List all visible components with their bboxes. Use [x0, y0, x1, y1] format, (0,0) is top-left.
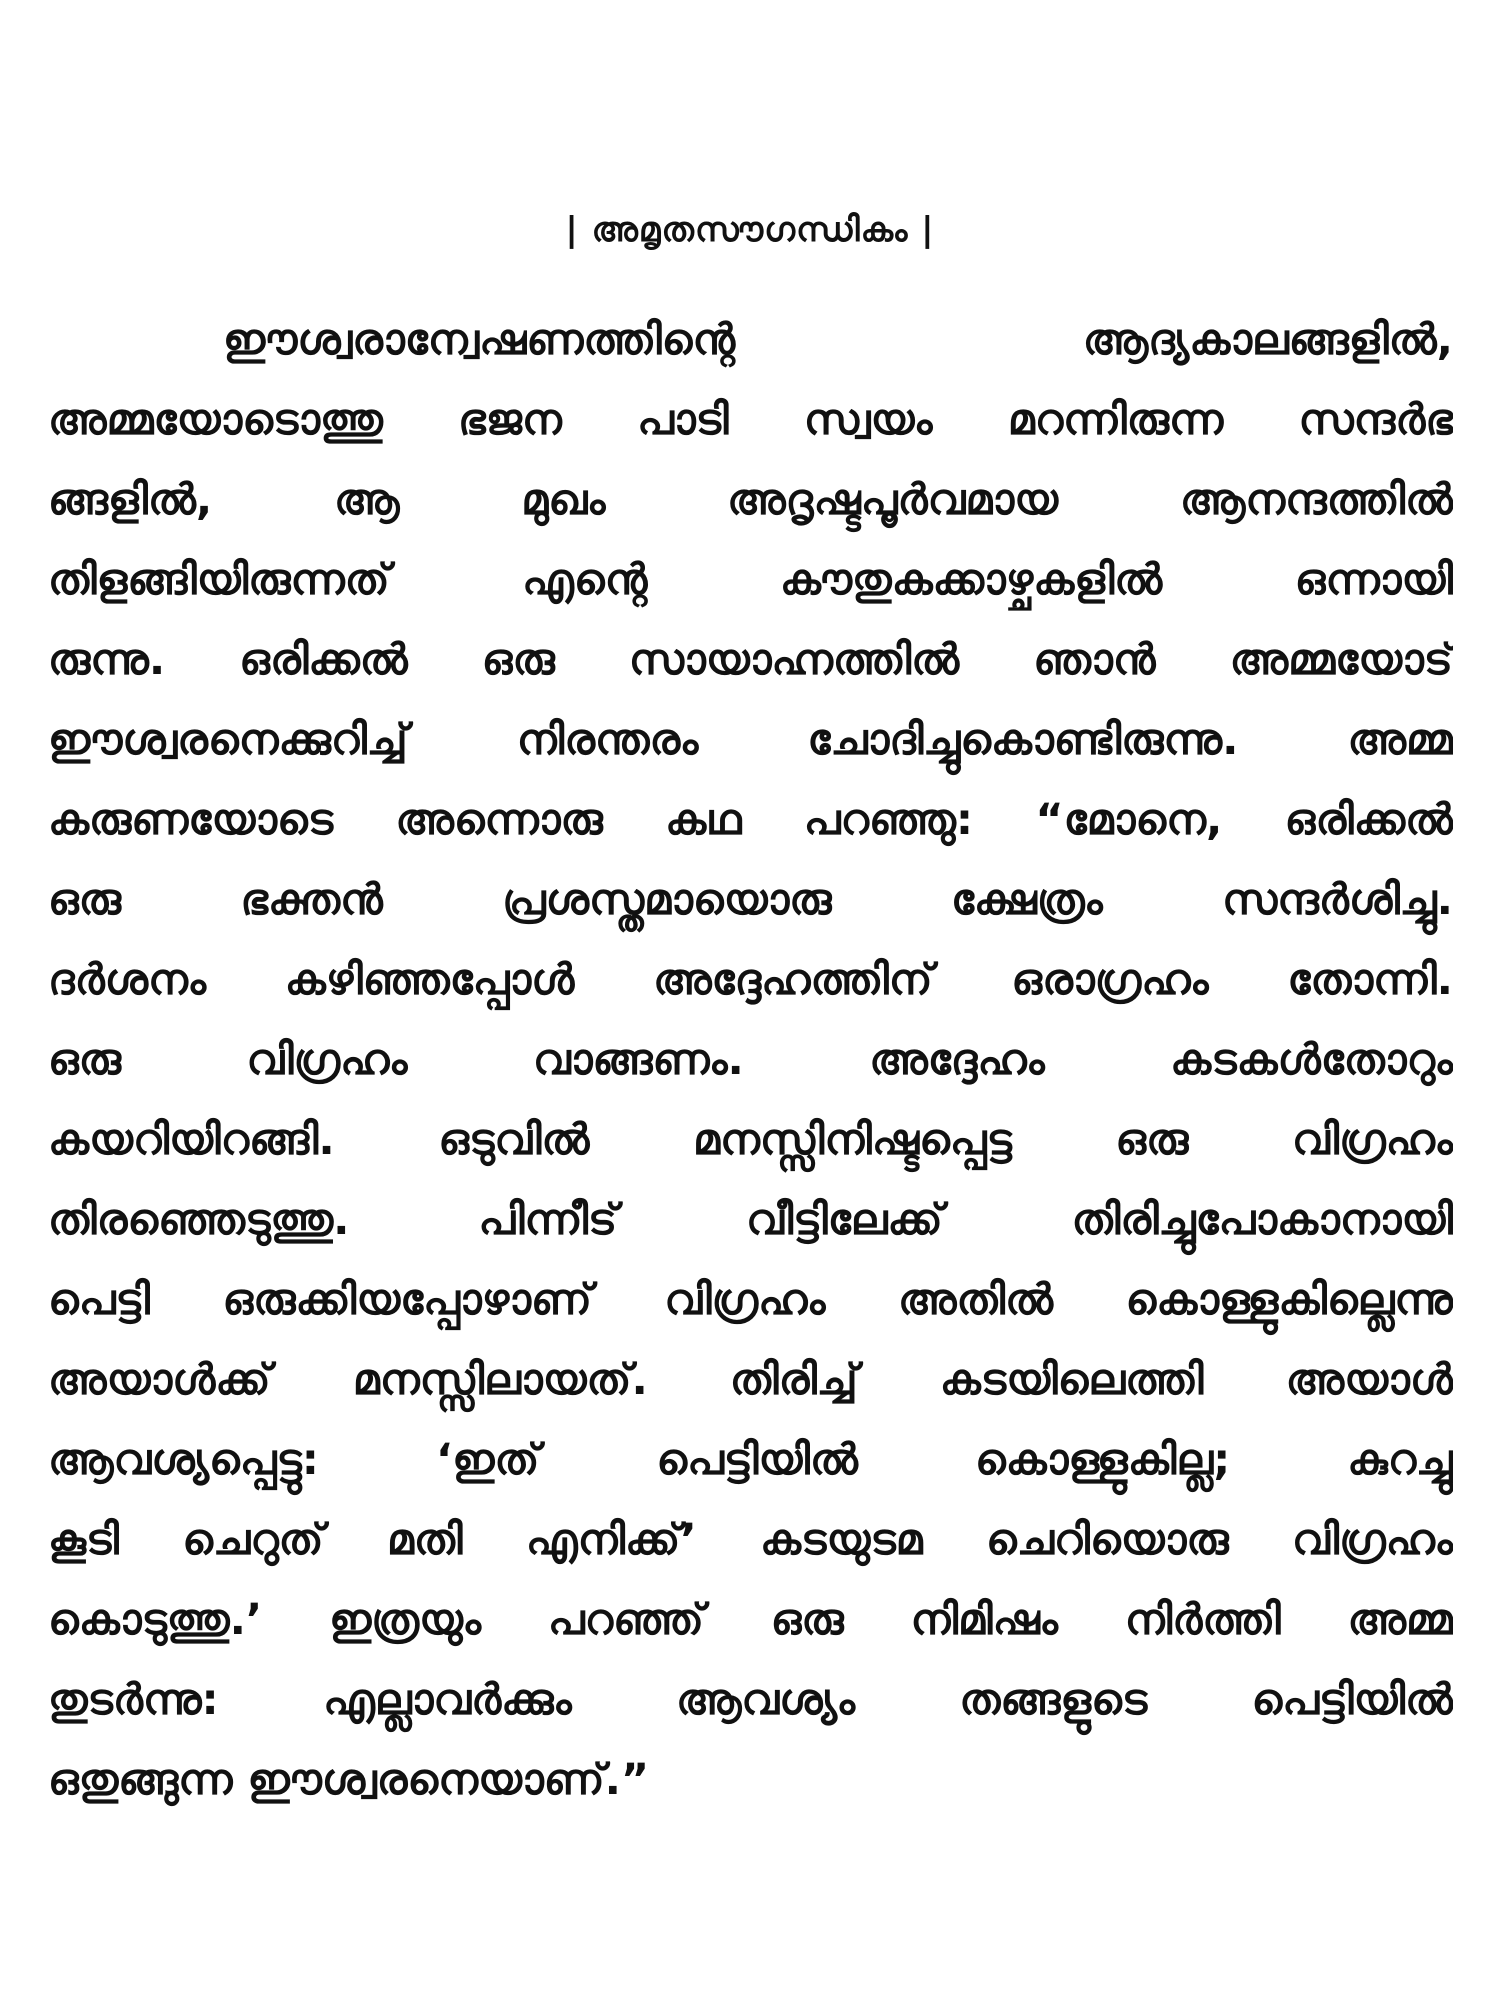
paragraph-line: തുടർന്നു: എല്ലാവർക്കും ആവശ്യം തങ്ങളുടെ പെട്ടിയിൽ: [48, 1675, 1453, 1725]
paragraph-line: ഒരു വിഗ്രഹം വാങ്ങണം. അദ്ദേഹം കടകൾതോറും: [48, 1035, 1453, 1085]
paragraph-line: തിരഞ്ഞെടുത്തു. പിന്നീട് വീട്ടിലേക്ക് തിരിച്ചുപോകാനായി: [48, 1195, 1453, 1245]
running-head-title: | അമൃതസൗഗന്ധികം |: [565, 210, 935, 250]
paragraph-line: തിളങ്ങിയിരുന്നത് എന്റെ കൗതുകക്കാഴ്ചകളിൽ ഒന്നായി: [48, 555, 1453, 605]
paragraph-line: അമ്മയോടൊത്തു ഭജന പാടി സ്വയം മറന്നിരുന്ന സന്ദർഭ: [48, 395, 1453, 445]
paragraph-line: ദർശനം കഴിഞ്ഞപ്പോൾ അദ്ദേഹത്തിന് ഒരാഗ്രഹം തോന്നി.: [48, 955, 1453, 1005]
paragraph-line: ങ്ങളിൽ, ആ മുഖം അദൃഷ്ടപൂർവമായ ആനന്ദത്തിൽ: [48, 475, 1453, 525]
paragraph-line: ഒരു ഭക്തൻ പ്രശസ്തമായൊരു ക്ഷേത്രം സന്ദർശിച്ചു.: [48, 875, 1453, 925]
paragraph-line: കൂടി ചെറുത് മതി എനിക്ക്’ കടയുടമ ചെറിയൊരു വിഗ്രഹം: [48, 1515, 1453, 1565]
paragraph-line: പെട്ടി ഒരുക്കിയപ്പോഴാണ് വിഗ്രഹം അതിൽ കൊള്ളുകില്ലെന്നു: [48, 1275, 1453, 1325]
paragraph-line: ഈശ്വരാന്വേഷണത്തിന്റെ ആദ്യകാലങ്ങളിൽ,: [223, 315, 1453, 365]
paragraph-line: കൊടുത്തു.’ ഇത്രയും പറഞ്ഞ് ഒരു നിമിഷം നിർത്തി അമ്മ: [48, 1595, 1453, 1645]
paragraph-line-last: ഒതുങ്ങുന്ന ഈശ്വരനെയാണ്.”: [48, 1755, 650, 1805]
paragraph-line: ഈശ്വരനെക്കുറിച്ച് നിരന്തരം ചോദിച്ചുകൊണ്ടിരുന്നു. അമ്മ: [48, 715, 1453, 765]
paragraph-line: കയറിയിറങ്ങി. ഒടുവിൽ മനസ്സിനിഷ്ടപ്പെട്ട ഒരു വിഗ്രഹം: [48, 1115, 1453, 1165]
paragraph-line: അയാൾക്ക് മനസ്സിലായത്. തിരിച്ച് കടയിലെത്തി അയാൾ: [48, 1355, 1453, 1405]
paragraph-line: രുന്നു. ഒരിക്കൽ ഒരു സായാഹ്നത്തിൽ ഞാൻ അമ്മയോട്: [48, 635, 1453, 685]
body-paragraph: [48, 300, 1453, 1820]
paragraph-line: ആവശ്യപ്പെട്ടു: ‘ഇത് പെട്ടിയിൽ കൊള്ളുകില്ല; കുറച്ചു: [48, 1435, 1453, 1485]
paragraph-line: കരുണയോടെ അന്നൊരു കഥ പറഞ്ഞു: “മോനെ, ഒരിക്കൽ: [48, 795, 1453, 845]
